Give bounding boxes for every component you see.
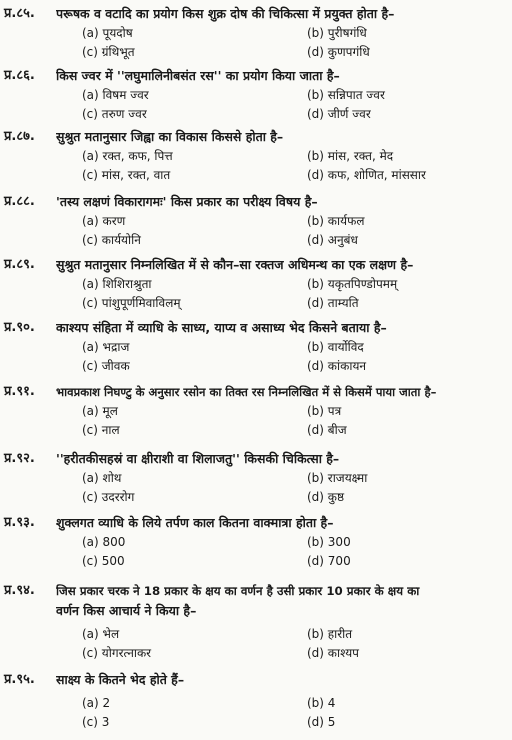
option-a: (a) भेल bbox=[82, 627, 120, 641]
option-c: (c) 3 bbox=[82, 715, 110, 729]
option-c: (c) ग्रंथिभूत bbox=[82, 45, 135, 59]
question-number: प्र.८७. bbox=[4, 129, 35, 144]
option-d: (d) बीज bbox=[307, 423, 347, 437]
option-c: (c) नाल bbox=[82, 423, 120, 437]
option-a: (a) शिशिराश्रुता bbox=[82, 277, 152, 291]
option-b: (b) पत्र bbox=[307, 404, 342, 418]
question-number: प्र.८९. bbox=[4, 257, 35, 272]
question-block bbox=[0, 127, 512, 185]
option-d: (d) कांकायन bbox=[307, 359, 367, 373]
question-number: प्र.८५. bbox=[4, 6, 35, 21]
question-text: परूषक व वटादि का प्रयोग किस शुक्र दोष की चिकित्सा में प्रयुक्त होता है– bbox=[56, 6, 395, 21]
option-a: (a) शोथ bbox=[82, 471, 122, 485]
question-block bbox=[0, 318, 512, 376]
option-a: (a) मूल bbox=[82, 404, 118, 418]
option-b: (b) हारीत bbox=[307, 627, 353, 641]
question-text-continued: वर्णन किस आचार्य ने किया है– bbox=[56, 603, 197, 618]
question-number: प्र.८६. bbox=[4, 68, 35, 83]
question-block bbox=[0, 255, 512, 313]
question-block bbox=[0, 382, 512, 440]
option-c: (c) योगरत्नाकर bbox=[82, 646, 152, 660]
option-d: (d) कुणपगंधि bbox=[307, 45, 370, 59]
question-text: ''हरीतकीसहस्रं वा क्षीराशी वा शिलाजतु'' किसकी चिकित्सा है– bbox=[56, 451, 340, 466]
option-d: (d) जीर्ण ज्वर bbox=[307, 107, 371, 121]
question-number: प्र.९४. bbox=[4, 583, 35, 598]
option-a: (a) रक्त, कफ, पित्त bbox=[82, 149, 173, 163]
option-b: (b) कार्यफल bbox=[307, 214, 365, 228]
option-b: (b) 4 bbox=[307, 696, 336, 710]
question-text: सुश्रुत मतानुसार जिह्वा का विकास किससे होता है– bbox=[56, 129, 284, 144]
question-block bbox=[0, 513, 512, 571]
option-c: (c) जीवक bbox=[82, 359, 130, 373]
option-b: (b) मांस, रक्त, मेद bbox=[307, 149, 394, 163]
option-a: (a) पूयदोष bbox=[82, 26, 133, 40]
question-text: जिस प्रकार चरक ने 18 प्रकार के क्षय का वर्णन है उसी प्रकार 10 प्रकार के क्षय का bbox=[56, 584, 420, 598]
question-text: साक्ष्य के कितने भेद होते हैं– bbox=[56, 672, 185, 687]
option-a: (a) विषम ज्वर bbox=[82, 88, 149, 102]
option-b: (b) पुरीषगंधि bbox=[307, 26, 367, 40]
question-number: प्र.९२. bbox=[4, 451, 35, 466]
question-number: प्र.९१. bbox=[4, 384, 35, 399]
option-a: (a) 800 bbox=[82, 535, 126, 549]
question-text: काश्यप संहिता में व्याधि के साध्य, याप्य व असाध्य भेद किसने बताया है– bbox=[56, 320, 387, 335]
option-d: (d) ताम्यति bbox=[307, 296, 359, 310]
question-number: प्र.९०. bbox=[4, 320, 35, 335]
question-text: 'तस्य लक्षणं विकारागमः' किस प्रकार का परीक्ष्य विषय है– bbox=[56, 194, 318, 209]
option-d: (d) 5 bbox=[307, 715, 336, 729]
question-block bbox=[0, 581, 512, 663]
option-d: (d) काश्यप bbox=[307, 646, 359, 660]
option-b: (b) 300 bbox=[307, 535, 351, 549]
option-b: (b) राजयक्ष्मा bbox=[307, 471, 368, 485]
question-number: प्र.९३. bbox=[4, 515, 35, 530]
question-text: किस ज्वर में ''लघुमालिनीबसंत रस'' का प्रयोग किया जाता है– bbox=[56, 68, 340, 83]
question-block bbox=[0, 670, 512, 732]
question-text: शुक्लगत व्याधि के लिये तर्पण काल कितना वाक्मात्रा होता है– bbox=[56, 515, 334, 530]
question-block bbox=[0, 4, 512, 62]
question-block bbox=[0, 66, 512, 124]
option-c: (c) कार्ययोनि bbox=[82, 233, 141, 247]
option-d: (d) कुष्ठ bbox=[307, 490, 345, 504]
option-a: (a) भद्राज bbox=[82, 340, 130, 354]
option-c: (c) पांशुपूर्णमिवाविलम् bbox=[82, 296, 181, 310]
option-b: (b) वार्योविद bbox=[307, 340, 364, 354]
option-d: (d) 700 bbox=[307, 554, 351, 568]
option-c: (c) मांस, रक्त, वात bbox=[82, 168, 171, 182]
option-b: (b) सन्निपात ज्वर bbox=[307, 88, 385, 102]
option-c: (c) उदररोग bbox=[82, 490, 135, 504]
option-a: (a) 2 bbox=[82, 696, 111, 710]
option-c: (c) तरुण ज्वर bbox=[82, 107, 147, 121]
question-text: भावप्रकाश निघण्टु के अनुसार रसोन का तिक्त रस निम्नलिखित में से किसमें पाया जाता है– bbox=[56, 385, 437, 399]
question-number: प्र.८८. bbox=[4, 194, 35, 209]
option-d: (d) कफ, शोणित, मांससार bbox=[307, 168, 426, 182]
option-a: (a) करण bbox=[82, 214, 126, 228]
option-c: (c) 500 bbox=[82, 554, 125, 568]
question-text: सुश्रुत मतानुसार निम्नलिखित में से कौन–सा रक्तज अधिमन्थ का एक लक्षण है– bbox=[56, 257, 414, 272]
question-block bbox=[0, 192, 512, 250]
question-block bbox=[0, 449, 512, 507]
option-b: (b) यकृतपिण्डोपमम् bbox=[307, 277, 398, 291]
option-d: (d) अनुबंध bbox=[307, 233, 358, 247]
question-number: प्र.९५. bbox=[4, 672, 35, 687]
